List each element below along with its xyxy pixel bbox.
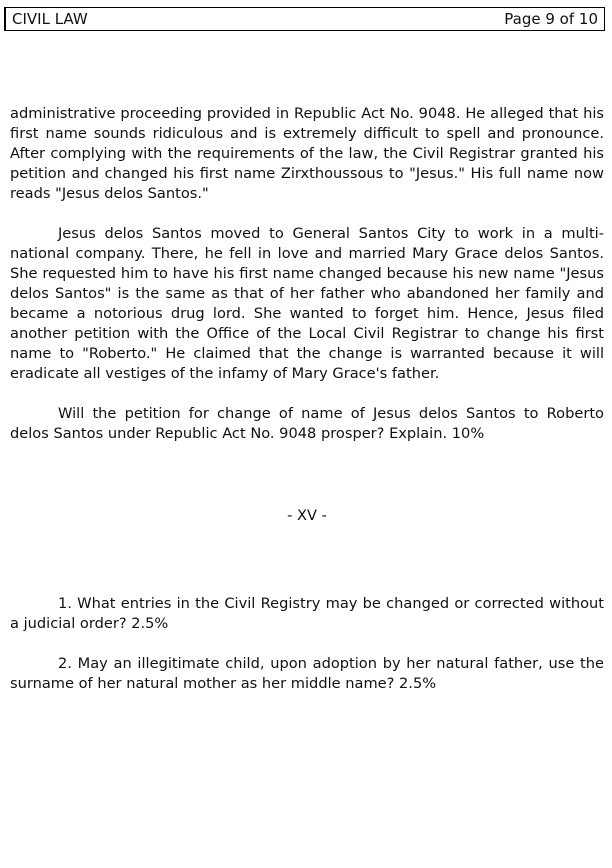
question-1: 1. What entries in the Civil Registry may be changed or corrected without a judicial order? 2.5%	[10, 595, 604, 632]
paragraph-continued: administrative proceeding provided in Republic Act No. 9048. He alleged that his first name sounds ridiculous and is extremely difficult to spell and pronounce. After complying with the requirements of the law, the Civil Registrar granted his petition and changed his first name Zirxthoussous to "Jesus." His full name now reads "Jesus delos Santos."	[10, 105, 604, 202]
question-paragraph: Will the petition for change of name of Jesus delos Santos to Roberto delos Santos under Republic Act No. 9048 prosper? Explain. 10%	[10, 405, 604, 442]
header-title: CIVIL LAW	[12, 10, 88, 28]
document-body	[10, 104, 604, 694]
page-header	[4, 7, 605, 31]
question-2: 2. May an illegitimate child, upon adoption by her natural father, use the surname of her natural mother as her middle name? 2.5%	[10, 655, 604, 692]
paragraph-facts: Jesus delos Santos moved to General Santos City to work in a multi-national company. There, he fell in love and married Mary Grace delos Santos. She requested him to have his first name changed because his new name "Jesus delos Santos" is the same as that of her father who abandoned her family and became a notorious drug lord. She wanted to forget him. Hence, Jesus filed another petition with the Office of the Local Civil Registrar to change his first name to "Roberto." He claimed that the change is warranted because it will eradicate all vestiges of the infamy of Mary Grace's father.	[10, 225, 604, 382]
page-number: Page 9 of 10	[504, 10, 598, 28]
section-heading: - XV -	[287, 507, 327, 524]
